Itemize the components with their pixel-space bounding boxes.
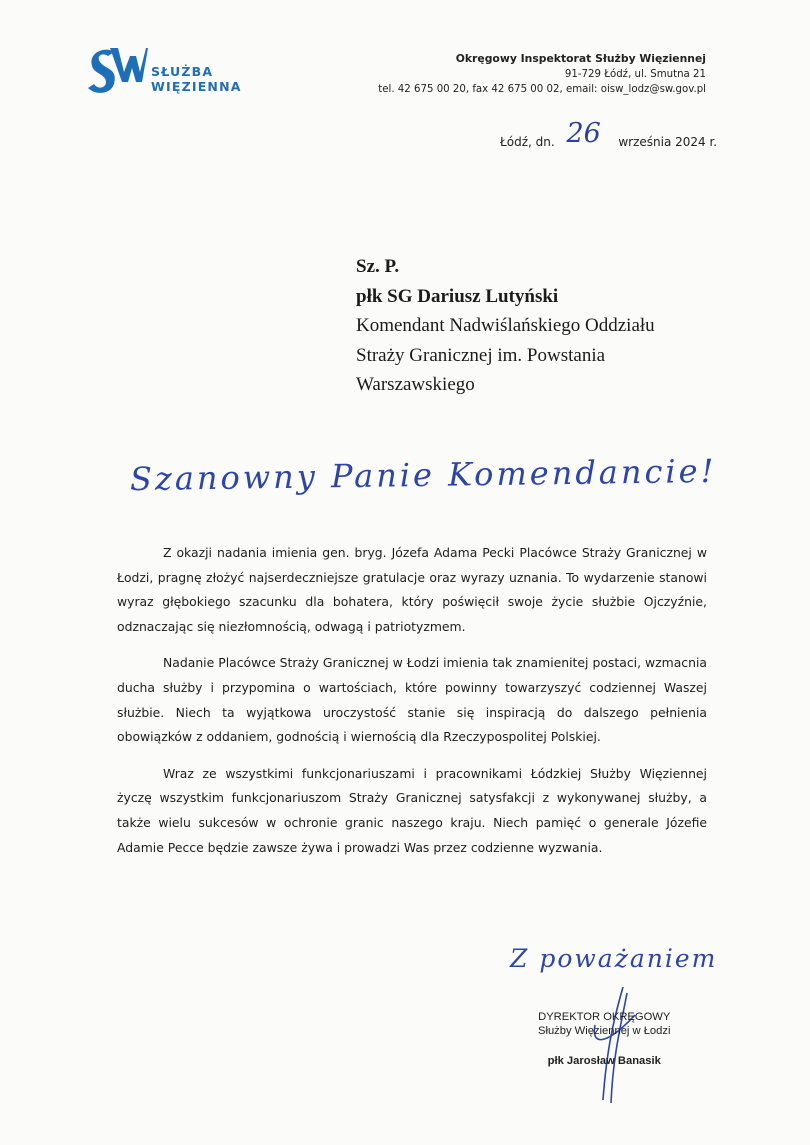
stamp-position: DYREKTOR OKRĘGOWY [538,1011,671,1023]
body-paragraph-2: Nadanie Placówce Straży Granicznej w Łodzi imienia tak znamienitej postaci, wzmacnia ducha służby i przypomina o wartościach, które powinny towarzyszyć codziennej Waszej służbie. Niech ta wyjątkowa uroczystość stanie się inspiracją do dalszego pełnienia obowiązków z oddaniem, godnością i wiernością dla Rzeczypospolitej Polskiej. [117,655,707,745]
logo-wordmark [151,64,242,94]
letter-date [500,118,718,149]
addressee-name: płk SG Dariusz Lutyński [356,285,559,307]
sw-emblem-icon [84,42,148,102]
date-prefix: Łódź, dn. [500,135,555,149]
handwritten-closing: Z poważaniem [510,944,718,973]
date-suffix: września 2024 r. [618,135,718,149]
sluzba-wiezienna-logo [84,40,254,104]
addressee-title-line-2: Straży Granicznej im. Powstania [356,344,606,366]
addressee-block [356,252,655,400]
stamp-name: płk Jarosław Banasik [547,1055,661,1067]
organization-name: Okręgowy Inspektorat Służby Więziennej [455,52,706,65]
body-paragraph-3: Wraz ze wszystkimi funkcjonariuszami i pracownikami Łódzkiej Służby Więziennej życzę wszystkim funkcjonariuszom Straży Granicznej satysfakcji z wykonywanej służby, a także wielu sukcesów w ochronie granic naszego kraju. Niech pamięć o generale Józefie Adamie Pecce będzie zawsze żywa i prowadzi Was przez codzienne wyzwania. [117,765,707,855]
addressee-title-line-1: Komendant Nadwiślańskiego Oddziału [356,315,655,336]
logo-line-2: WIĘZIENNA [151,79,242,94]
body-paragraph-1: Z okazji nadania imienia gen. bryg. Józefa Adama Pecki Placówce Straży Granicznej w Łodzi, pragnę złożyć najserdeczniejsze gratulacje oraz wyrazy uznania. To wydarzenie stanowi wyraz głębokiego szacunku dla bohatera, który poświęcił swoje życie służbie Ojczyźnie, odznaczając się niezłomnością, odwagą i patriotyzmem. [117,545,707,634]
letterhead [378,51,706,98]
logo-line-1: SŁUŻBA [151,64,214,79]
date-day-handwritten: 26 [566,118,601,149]
letter-body [117,541,707,872]
addressee-title-line-3: Warszawskiego [356,374,475,395]
stamp-unit: Służby Więziennej w Łodzi [538,1025,671,1037]
handwritten-salutation: Szanowny Panie Komendancie! [129,451,717,499]
organization-contact: tel. 42 675 00 20, fax 42 675 00 02, email: oisw_lodz@sw.gov.pl [378,84,706,95]
signature-stamp [538,1010,670,1068]
addressee-honorific: Sz. P. [356,256,400,277]
organization-address: 91-729 Łódź, ul. Smutna 21 [564,68,706,80]
